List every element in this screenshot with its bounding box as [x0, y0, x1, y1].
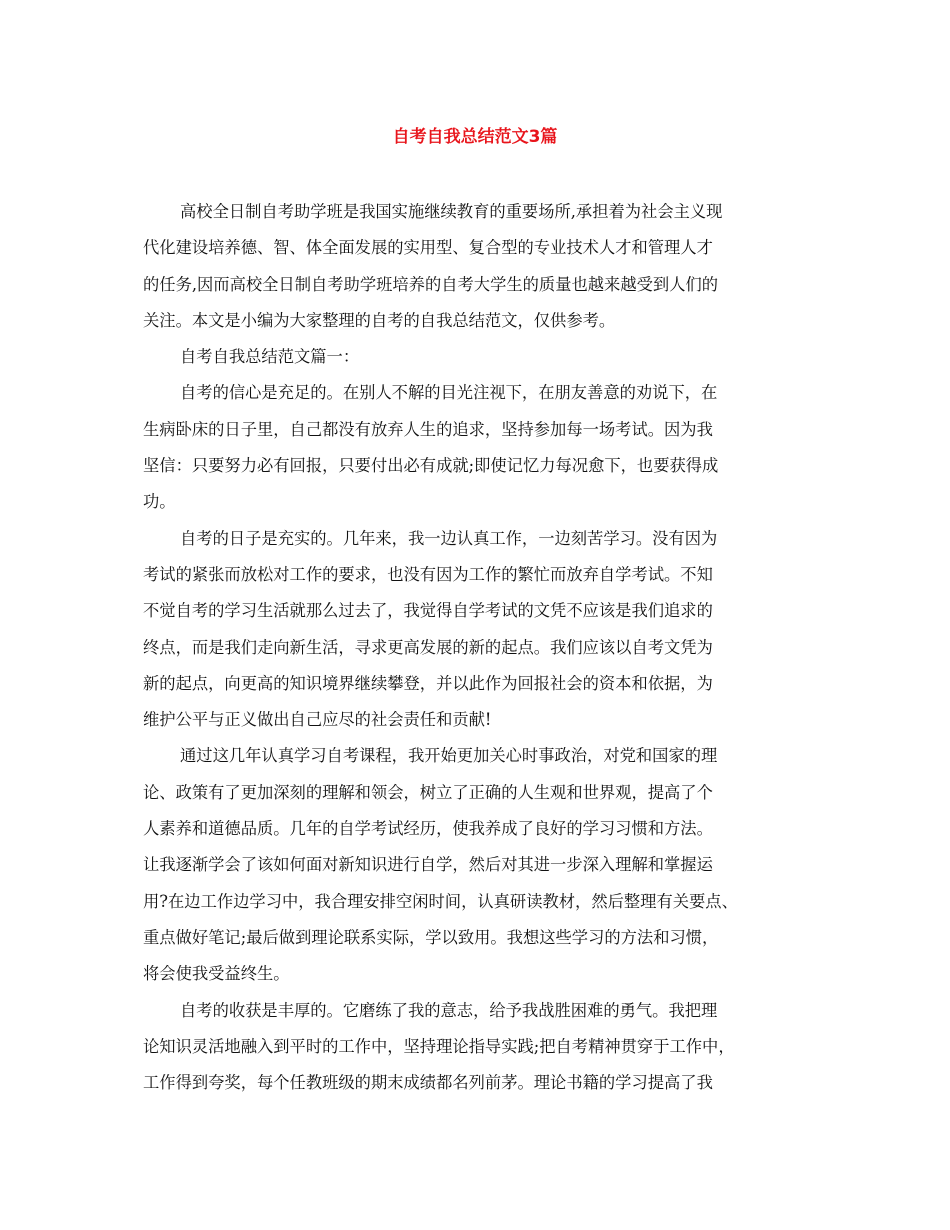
text-line: 功。 — [143, 492, 176, 512]
document-title: 自考自我总结范文3篇 — [392, 127, 558, 147]
text-line: 考试的紧张而放松对工作的要求，也没有因为工作的繁忙而放弃自学考试。不知 — [143, 564, 713, 584]
text-line: 代化建设培养德、智、体全面发展的实用型、复合型的专业技术人才和管理人才 — [143, 238, 713, 258]
text-line: 论知识灵活地融入到平时的工作中，坚持理论指导实践;把自考精神贯穿于工作中， — [143, 1036, 735, 1056]
text-line: 坚信：只要努力必有回报，只要付出必有成就;即使记忆力每况愈下，也要获得成 — [143, 456, 719, 476]
text-line: 将会使我受益终生。 — [143, 964, 290, 984]
text-line: 自考自我总结范文篇一： — [180, 347, 360, 367]
text-line: 高校全日制自考助学班是我国实施继续教育的重要场所,承担着为社会主义现 — [180, 202, 723, 221]
text-line: 自考的收获是丰厚的。它磨练了我的意志，给予我战胜困难的勇气。我把理 — [180, 1000, 718, 1020]
text-line: 生病卧床的日子里，自己都没有放弃人生的追求，坚持参加每一场考试。因为我 — [143, 419, 713, 439]
text-line: 终点，而是我们走向新生活，寻求更高发展的新的起点。我们应该以自考文凭为 — [143, 637, 713, 657]
text-line: 自考的信心是充足的。在别人不解的目光注视下，在朋友善意的劝说下，在 — [180, 383, 718, 403]
text-line: 工作得到夸奖，每个任教班级的期末成绩都名列前茅。理论书籍的学习提高了我 — [143, 1073, 713, 1093]
text-line: 的任务,因而高校全日制自考助学班培养的自考大学生的质量也越来越受到人们的 — [143, 274, 719, 294]
text-line: 不觉自考的学习生活就那么过去了，我觉得自学考试的文凭不应该是我们追求的 — [143, 601, 713, 621]
text-line: 重点做好笔记;最后做到理论联系实际，学以致用。我想这些学习的方法和习惯， — [143, 927, 719, 947]
text-line: 人素养和道德品质。几年的自学考试经历，使我养成了良好的学习习惯和方法。 — [143, 819, 713, 839]
text-line: 用?在边工作边学习中，我合理安排空闲时间，认真研读教材，然后整理有关要点、 — [143, 891, 738, 911]
text-line: 关注。本文是小编为大家整理的自考的自我总结范文，仅供参考。 — [143, 310, 616, 330]
text-line: 新的起点，向更高的知识境界继续攀登，并以此作为回报社会的资本和依据，为 — [143, 673, 713, 693]
text-line: 维护公平与正义做出自己应尽的社会责任和贡献! — [143, 710, 492, 730]
text-line: 让我逐渐学会了该如何面对新知识进行自学，然后对其进一步深入理解和掌握运 — [143, 855, 713, 875]
text-line: 自考的日子是充实的。几年来，我一边认真工作，一边刻苦学习。没有因为 — [180, 528, 718, 548]
document-body — [143, 194, 815, 1101]
text-line: 论、政策有了更加深刻的理解和领会，树立了正确的人生观和世界观，提高了个 — [143, 782, 713, 802]
text-line: 通过这几年认真学习自考课程，我开始更加关心时事政治，对党和国家的理 — [180, 746, 718, 766]
